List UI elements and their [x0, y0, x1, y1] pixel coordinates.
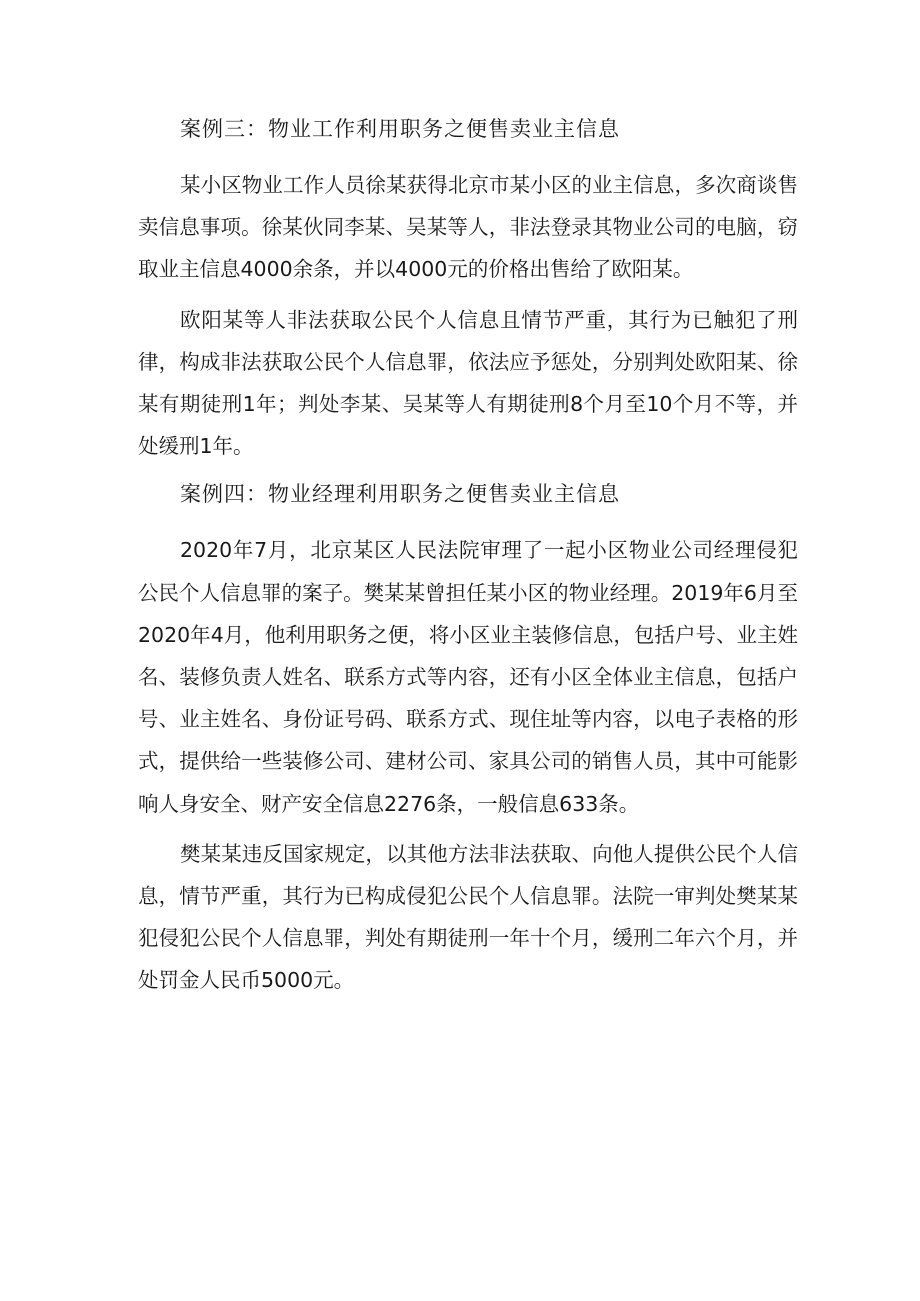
case4-heading: 案例四：物业经理利用职务之便售卖业主信息: [180, 482, 620, 507]
case4-paragraph-2: 樊某某违反国家规定，以其他方法非法获取、向他人提供公民个人信息，情节严重，其行为已构成侵犯公民个人信息罪。法院一审判处樊某某犯侵犯公民个人信息罪，判处有期徒刑一年十个月，缓刑二年六个月，并处罚金人民币5000元。: [138, 841, 798, 993]
case3-paragraph-1: 某小区物业工作人员徐某获得北京市某小区的业主信息，多次商谈售卖信息事项。徐某伙同李某、吴某等人，非法登录其物业公司的电脑，窃取业主信息4000余条，并以4000元的价格出售给了欧阳某。: [138, 173, 798, 282]
case3-heading: 案例三：物业工作利用职务之便售卖业主信息: [180, 117, 620, 141]
case3-paragraph-2: 欧阳某等人非法获取公民个人信息且情节严重，其行为已触犯了刑律，构成非法获取公民个人信息罪，依法应予惩处，分别判处欧阳某、徐某有期徒刑1年；判处李某、吴某等人有期徒刑8个月至10个月不等，并处缓刑1年。: [138, 307, 798, 459]
document-body: [138, 110, 798, 1010]
case4-paragraph-1: 2020年7月，北京某区人民法院审理了一起小区物业公司经理侵犯公民个人信息罪的案子。樊某某曾担任某小区的物业经理。2019年6月至2020年4月，他利用职务之便，将小区业主装修信息，包括户号、业主姓名、装修负责人姓名、联系方式等内容，还有小区全体业主信息，包括户号、业主姓名、身份证号码、联系方式、现住址等内容，以电子表格的形式，提供给一些装修公司、建材公司、家具公司的销售人员，其中可能影响人身安全、财产安全信息2276条，一般信息633条。: [138, 538, 798, 816]
